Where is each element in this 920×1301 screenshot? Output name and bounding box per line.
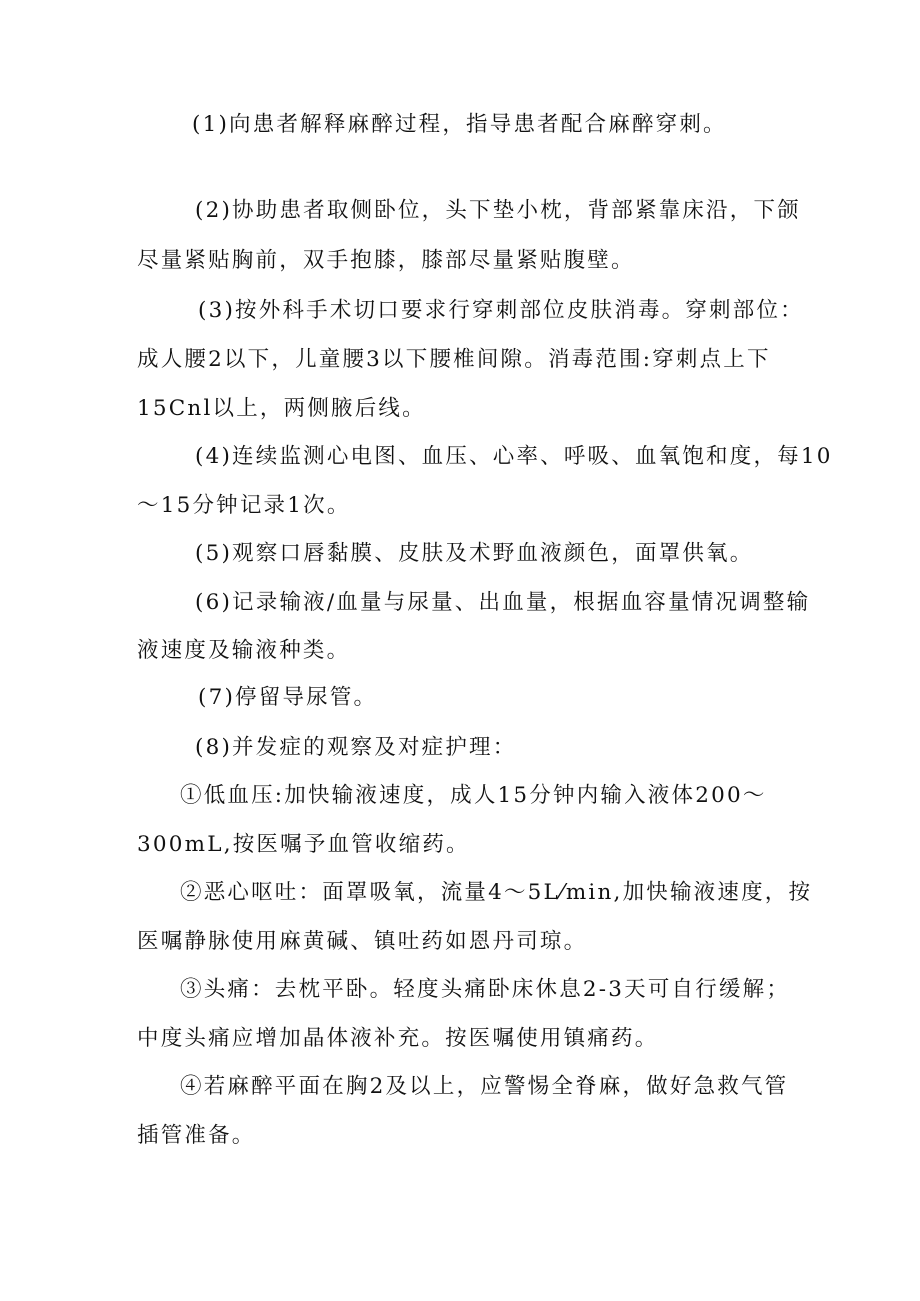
text-line: 中度头痛应增加晶体液补充。按医嘱使用镇痛药。	[137, 1026, 659, 1051]
text-line: 15Cnl以上，两侧腋后线。	[137, 396, 426, 421]
text-line: ④若麻醉平面在胸2及以上，应警惕全脊麻，做好急救气管	[180, 1074, 789, 1099]
text-line: ～15分钟记录1次。	[137, 493, 351, 518]
text-line: ①低血压:加快输液速度，成人15分钟内输入液体200～	[180, 783, 767, 808]
text-line: ②恶心呕吐：面罩吸氧，流量4～5L⁄min,加快输液速度，按	[180, 880, 813, 905]
text-line: (2)协助患者取侧卧位，头下垫小枕，背部紧靠床沿，下颌	[195, 198, 801, 223]
text-line: (4)连续监测心电图、血压、心率、呼吸、血氧饱和度，每10	[195, 444, 833, 469]
text-line: (7)停留导尿管。	[198, 685, 378, 710]
text-line: 成人腰2以下，儿童腰3以下腰椎间隙。消毒范围:穿刺点上下	[137, 347, 771, 372]
text-line: (3)按外科手术切口要求行穿刺部位皮肤消毒。穿刺部位：	[198, 298, 804, 323]
text-line: (8)并发症的观察及对症护理：	[195, 735, 517, 760]
text-line: (5)观察口唇黏膜、皮肤及术野血液颜色，面罩供氧。	[195, 541, 754, 566]
text-line: (1)向患者解释麻醉过程，指导患者配合麻醉穿刺。	[192, 112, 727, 137]
text-line: (6)记录输液/血量与尿量、出血量，根据血容量情况调整输	[195, 590, 811, 615]
text-line: ③头痛：去枕平卧。轻度头痛卧床休息2-3天可自行缓解；	[180, 977, 791, 1002]
text-line: 插管准备。	[137, 1123, 256, 1148]
text-line: 尽量紧贴胸前，双手抱膝，膝部尽量紧贴腹壁。	[137, 248, 635, 273]
text-line: 300mL,按医嘱予血管收缩药。	[137, 832, 470, 857]
text-line: 医嘱静脉使用麻黄碱、镇吐药如恩丹司琼。	[137, 929, 588, 954]
text-line: 液速度及输液种类。	[137, 638, 351, 663]
